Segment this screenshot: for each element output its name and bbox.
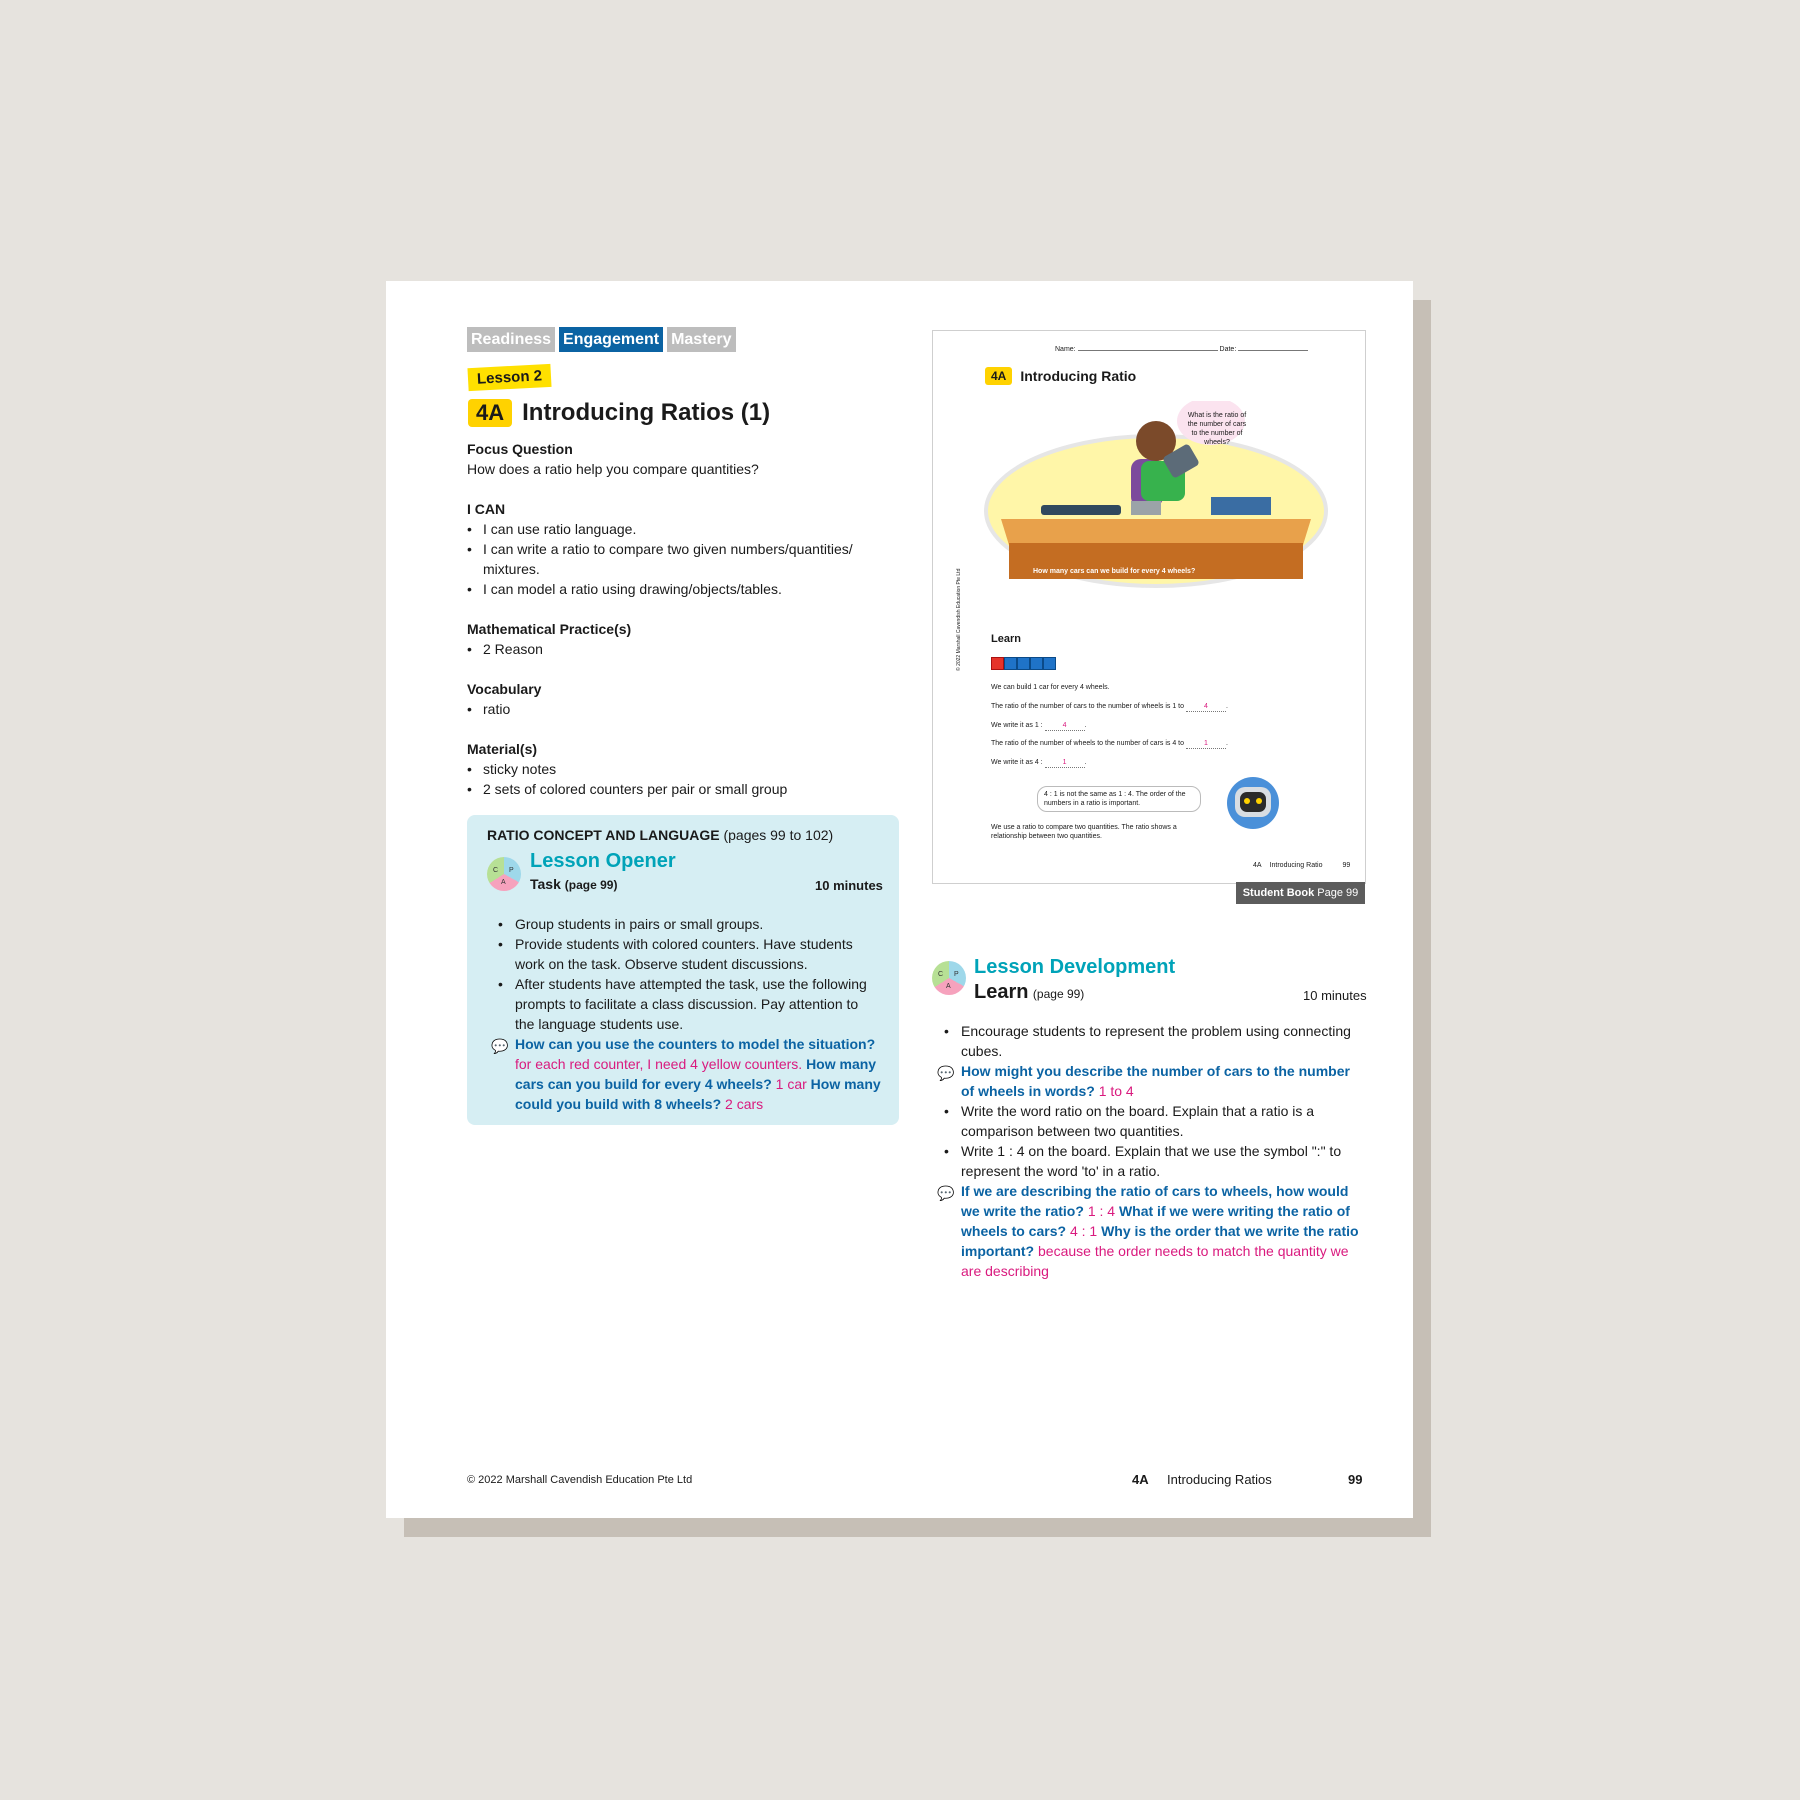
sb-footer: 4A Introducing Ratio 99 (1253, 862, 1351, 869)
teacher-guide-page (386, 281, 1413, 1518)
sb-learn-heading: Learn (991, 633, 1021, 645)
materials-section (467, 739, 897, 799)
task-label: Task (page 99) (530, 876, 618, 892)
sb-line-1: We can build 1 car for every 4 wheels. (991, 684, 1110, 691)
footer-copyright: © 2022 Marshall Cavendish Education Pte Ltd (467, 1474, 693, 1486)
sb-name-field: Name: Date: (1055, 345, 1308, 354)
vocabulary-item: • ratio (467, 699, 897, 719)
materials-item: • 2 sets of colored counters per pair or small group (467, 779, 897, 799)
cpa-icon: C P A (932, 961, 966, 995)
i-can-item: • I can model a ratio using drawing/objects/tables. (467, 579, 897, 599)
student-book-caption: Student Book Page 99 (1236, 882, 1365, 904)
sb-line-5: We write it as 4 : 1 . (991, 759, 1087, 766)
i-can-item: • I can use ratio language. (467, 519, 897, 539)
sb-bottom-note: We use a ratio to compare two quantities. The ratio shows a relationship between two quantities. (991, 824, 1177, 840)
opener-bullet: • Group students in pairs or small groups. (495, 914, 881, 934)
opener-bullet: • After students have attempted the task, use the following prompts to facilitate a class discussion. Pay attention to the language students use. (495, 974, 881, 1034)
connecting-cubes (991, 657, 1056, 670)
materials-heading: Material(s) (467, 741, 538, 757)
lesson-opener-box (467, 815, 899, 1125)
opener-list (491, 914, 881, 1114)
lesson-tag: Lesson 2 (467, 364, 551, 391)
sb-robot-note: 4 : 1 is not the same as 1 : 4. The order of the numbers in a ratio is important. (1037, 786, 1201, 812)
footer-code: 4A (1132, 1472, 1149, 1487)
box-heading-pages: (pages 99 to 102) (723, 827, 834, 843)
materials-item: • sticky notes (467, 759, 897, 779)
sb-banner: How many cars can we build for every 4 wheels? (1033, 568, 1196, 575)
lesson-title-row (468, 399, 770, 427)
opener-minutes: 10 minutes (815, 878, 883, 893)
tab-engagement[interactable]: Engagement (559, 327, 663, 352)
sb-title: Introducing Ratio (1020, 368, 1137, 384)
math-practice-heading: Mathematical Practice(s) (467, 621, 632, 637)
student-book-thumbnail (932, 330, 1366, 884)
development-bullet: • Write the word ratio on the board. Explain that a ratio is a comparison between two quantities. (941, 1101, 1366, 1141)
vocabulary-heading: Vocabulary (467, 681, 542, 697)
vocabulary-section (467, 679, 897, 719)
sb-line-3: We write it as 1 : 4 . (991, 722, 1087, 729)
sb-side-copyright: © 2022 Marshall Cavendish Education Pte Ltd (956, 568, 962, 671)
sb-line-4: The ratio of the number of wheels to the number of cars is 4 to 1 . (991, 740, 1228, 747)
development-prompt: 💬 How might you describe the number of cars to the number of wheels in words? 1 to 4 (937, 1063, 1350, 1099)
sb-line-2: The ratio of the number of cars to the number of wheels is 1 to 4 . (991, 703, 1228, 710)
sb-thought-bubble: What is the ratio of the number of cars to the number of wheels? (1187, 412, 1247, 446)
development-minutes: 10 minutes (1303, 988, 1367, 1003)
development-list (937, 1021, 1366, 1281)
cpa-icon: C P A (487, 857, 521, 891)
development-sub: Learn (page 99) (974, 981, 1085, 1003)
sb-title-row (985, 367, 1136, 385)
lesson-title: Introducing Ratios (1) (522, 399, 771, 426)
speech-bubble-icon: 💬 (937, 1065, 955, 1081)
box-heading (487, 827, 833, 843)
math-practice-item: • 2 Reason (467, 639, 897, 659)
speech-bubble-icon: 💬 (937, 1185, 955, 1201)
i-can-item: • I can write a ratio to compare two given numbers/quantities/ mixtures. (467, 539, 897, 579)
lesson-opener-title: Lesson Opener (530, 850, 676, 872)
tab-mastery[interactable]: Mastery (667, 327, 735, 352)
opener-bullet: • Provide students with colored counters. Have students work on the task. Observe student discussions. (495, 934, 881, 974)
sb-illustration (981, 401, 1331, 591)
development-bullet: • Encourage students to represent the problem using connecting cubes. (941, 1021, 1366, 1061)
speech-bubble-icon: 💬 (491, 1038, 509, 1054)
focus-question (467, 439, 897, 479)
robot-icon (1225, 775, 1281, 831)
opener-prompt: 💬 How can you use the counters to model the situation? for each red counter, I need 4 yellow counters. How many cars can you build for every 4 wheels? 1 car How many could you build with 8 wheels? 2 cars (491, 1036, 881, 1112)
focus-question-heading: Focus Question (467, 441, 573, 457)
lesson-code-badge: 4A (468, 399, 512, 427)
development-bullet: • Write 1 : 4 on the board. Explain that we use the symbol ":" to represent the word 'to' in a ratio. (941, 1141, 1366, 1181)
box-heading-text: RATIO CONCEPT AND LANGUAGE (487, 827, 720, 843)
footer-page-number: 99 (1348, 1472, 1363, 1487)
development-prompt: 💬 If we are describing the ratio of cars to wheels, how would we write the ratio? 1 : 4 What if we were writing the ratio of wheels to cars? 4 : 1 Why is the order that we write the ratio important? because the order needs to match the quantity we are describing (937, 1183, 1359, 1279)
math-practice-section (467, 619, 897, 659)
footer-title: Introducing Ratios (1167, 1472, 1272, 1487)
i-can-heading: I CAN (467, 501, 506, 517)
tab-readiness[interactable]: Readiness (467, 327, 555, 352)
sb-code-badge: 4A (985, 367, 1012, 385)
rem-tabs (467, 327, 736, 352)
lesson-development-title: Lesson Development (974, 956, 1176, 978)
focus-question-text: How does a ratio help you compare quantities? (467, 461, 759, 477)
i-can-section (467, 499, 897, 599)
